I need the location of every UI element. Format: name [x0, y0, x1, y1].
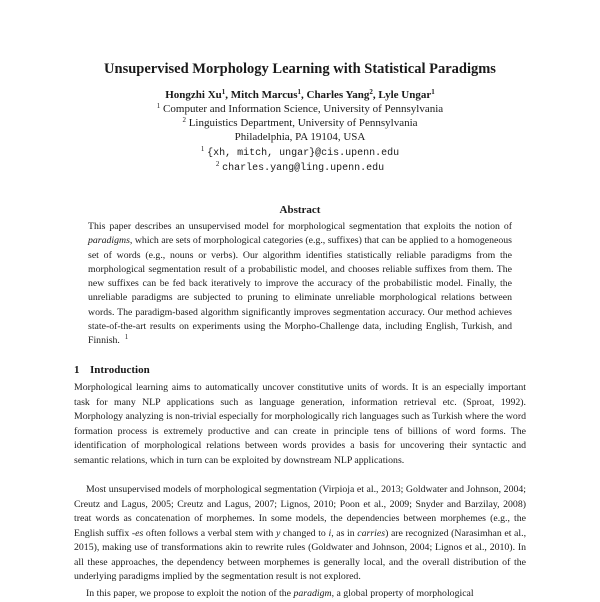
author-affiliation-mark: 2 — [369, 88, 373, 96]
paragraph-emphasis: paradigm — [293, 588, 332, 599]
paragraph-text: changed to — [280, 527, 329, 539]
email-mark: 2 — [215, 160, 220, 168]
paragraph-emphasis: -es — [131, 527, 144, 539]
paragraph-text: Most unsupervised models of morphological segmentation (Virpioja et al., 2013; Goldwater and Johnson, 2004; Creutz and Lagus, 2005; Creutz and Lagus, 2007; Lignos, 2010; Poon et al., 2009; Snyder and Barzilay, 2008) treat words as concatenation of morphemes. In some models, the dependencies between morphemes (e.g., the English suffix — [74, 484, 526, 539]
address-text: Philadelphia, PA 19104, USA — [234, 131, 366, 143]
body-paragraph — [74, 483, 526, 585]
abstract-text: This paper describes an unsupervised model for morphological segmentation that exploits the notion of — [88, 221, 512, 232]
author-affiliation-mark: 1 — [221, 88, 226, 96]
paragraph-text: Morphological learning aims to automatically uncover constitutive units of words. It is an especially important task for many NLP applications such as language generation, information retrieval etc. (Sproat, 1992). Morphology analyzing is non-trivial especially for morphologically rich languages such as Turkish where the word formation process is extremely productive and can create in principle tens of billions of word forms. The identification of morphological relations between words provides a basis for uncovering their syntactic and semantic relations, which in turn can be exploited by downstream NLP applications. — [74, 382, 526, 466]
author-name: Mitch Marcus — [230, 89, 298, 101]
body-paragraph — [74, 381, 526, 468]
email-line — [0, 145, 600, 161]
affiliation-text: Linguistics Department, University of Pennsylvania — [188, 117, 418, 129]
affiliation-text: Computer and Information Science, University of Pennsylvania — [163, 103, 444, 115]
author-name: Hongzhi Xu — [165, 89, 222, 101]
author-name: Charles Yang — [306, 89, 370, 101]
paper-title: Unsupervised Morphology Learning with Statistical Paradigms — [104, 61, 496, 77]
affiliation-line — [0, 116, 600, 130]
paragraph-text: , as in — [331, 527, 358, 539]
paragraph-text: In this paper, we propose to exploit the notion of the — [86, 588, 294, 599]
author-affiliation-mark: 1 — [297, 88, 301, 96]
paragraph-text: , a global property of morphological — [331, 588, 474, 599]
section-number: 1 — [74, 364, 80, 376]
abstract-body — [88, 220, 512, 349]
email-mark: 1 — [200, 145, 205, 153]
abstract-heading: Abstract — [279, 204, 321, 216]
affiliation-mark: 2 — [182, 116, 186, 124]
paragraph-emphasis: i — [328, 527, 332, 539]
paragraph-text: often follows a verbal stem with — [143, 527, 276, 539]
author-name: Lyle Ungar — [378, 89, 432, 101]
paragraph-emphasis: carries — [357, 527, 386, 539]
paragraph-text: ) are recognized (Narasimhan et al., 2015), making use of transformations akin to rewrite rules (Goldwater and Johnson, 2004; Lignos et al., 2010). In all these approaches, the dependency between morphemes is generally local, and the overall distribution of the underlying paradigms implied by the segmentation result is not explored. — [74, 527, 527, 582]
author-affiliation-mark: 1 — [431, 88, 435, 96]
email-text: {xh, mitch, ungar}@cis.upenn.edu — [207, 148, 400, 159]
section-heading — [74, 363, 150, 377]
footnote-mark: 1 — [124, 333, 129, 342]
affiliation-mark: 1 — [156, 102, 161, 110]
email-text: charles.yang@ling.upenn.edu — [222, 163, 385, 174]
section-title: Introduction — [90, 364, 150, 376]
abstract-emphasis: paradigms — [88, 235, 130, 247]
email-line — [0, 160, 600, 176]
address-line — [0, 130, 600, 144]
affiliation-line — [0, 102, 600, 116]
abstract-text: , which are sets of morphological categories (e.g., suffixes) that can be applied to a homogeneous set of words (e.g., nouns or verbs). Our algorithm identifies statistically reliable paradigms from the morphological segmentation result of a probabilistic model, and chooses reliable suffixes from them. The new suffixes can be fed back iteratively to improve the accuracy of the probabilistic model. Finally, the unreliable paradigms are subjected to pruning to eliminate unreliable morphological relations between words. The paradigm-based algorithm significantly improves segmentation accuracy. Our method achieves state-of-the-art results on experiments using the Morpho-Challenge data, including English, Turkish, and Finnish. — [88, 235, 512, 347]
paragraph-emphasis: y — [275, 527, 281, 539]
body-paragraph — [74, 587, 526, 602]
author-list: Hongzhi Xu$^1$, Mitch Marcus$^1$, Charles Yang$^2$, Lyle Ungar$^1$ — [165, 88, 435, 101]
